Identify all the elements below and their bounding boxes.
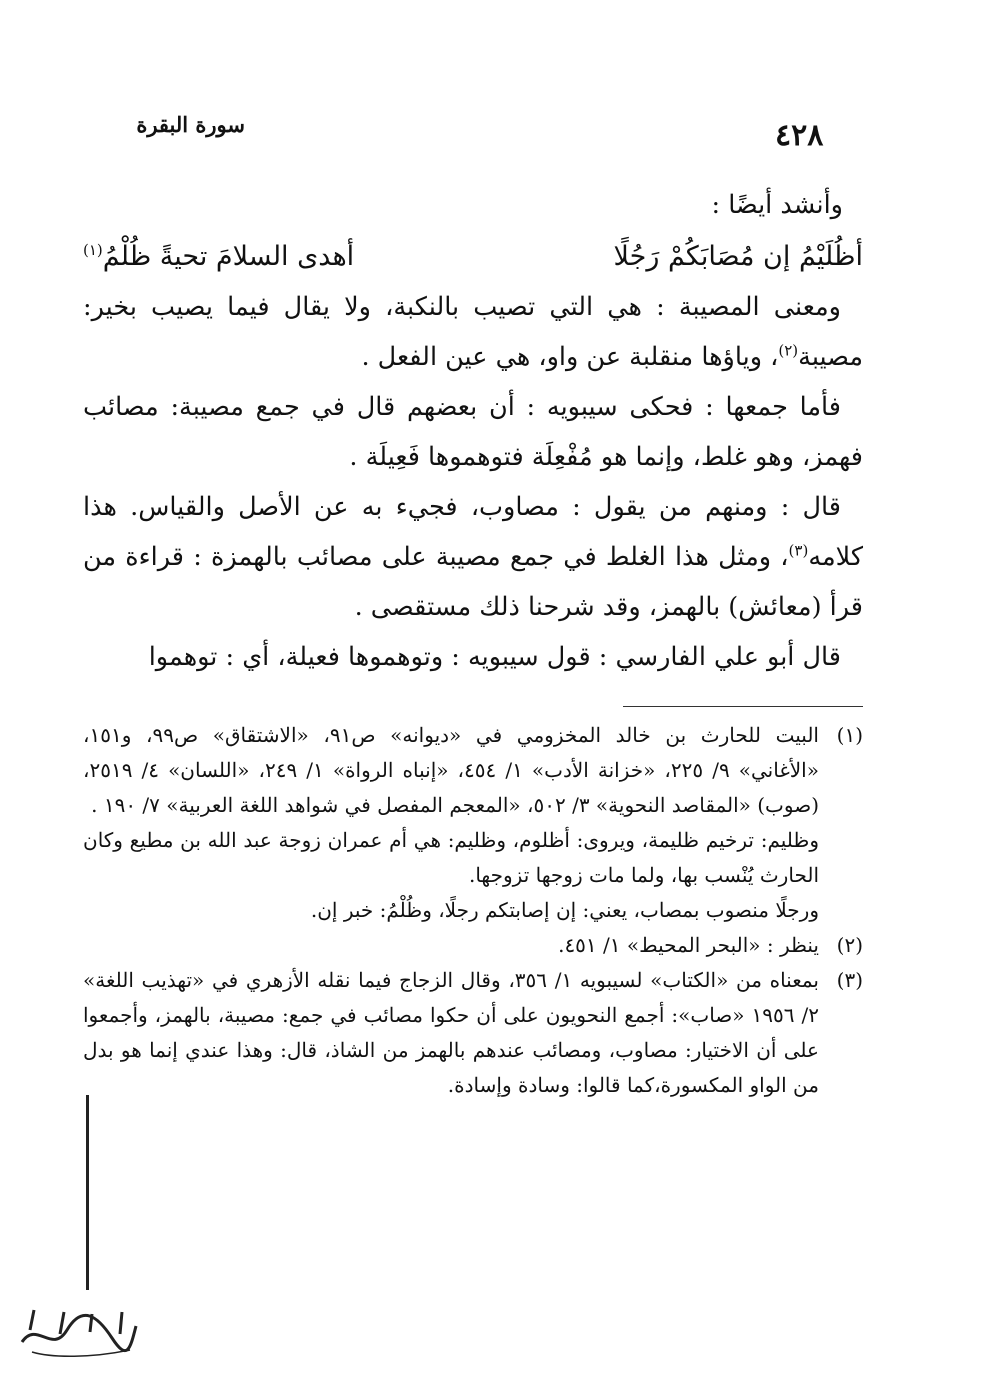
footnote-2-text: ينظر : «البحر المحيط» ١/ ٤٥١. <box>558 933 819 957</box>
footnote-3-number: (٣) <box>836 968 863 992</box>
footnote-3 <box>83 963 863 1103</box>
paragraph-2: فأما جمعها : فحكى سيبويه : أن بعضهم قال في جمع مصيبة: مصائب فهمز، وهو غلط، وإنما هو مُفْعِلَة فتوهموها فَعِيلَة . <box>83 392 863 472</box>
footnotes <box>83 718 863 1103</box>
paragraph-1 <box>83 282 863 382</box>
running-head: سورة البقرة <box>136 112 245 137</box>
paragraph-3-text: قال : ومنهم من يقول : مصاوب، فجيء به عن الأصل والقياس. هذا كلامه <box>83 492 863 572</box>
footnote-1-text: البيت للحارث بن خالد المخزومي في «ديوانه» ص٩١، «الاشتقاق» ص٩٩، و١٥١، «الأغاني» ٩/ ٢٢٥، «خزانة الأدب» ١/ ٤٥٤، «إنباه الرواة» ١/ ٢٤٩، «اللسان» ٤/ ٢٥١٩، (صوب) «المقاصد النحوية» ٣/ ٥٠٢، «المعجم المفصل في شواهد اللغة العربية» ٧/ ١٩٠ . <box>83 723 819 817</box>
verse-second-hemistich: أظُلَيْمُ إن مُصَابَكُمْ رَجُلًا <box>613 241 863 272</box>
page-number: ٤٢٨ <box>775 118 824 153</box>
paragraph-4: قال أبو علي الفارسي : قول سيبويه : وتوهموها فعيلة، أي : توهموا <box>148 642 841 672</box>
footnote-separator <box>623 706 863 707</box>
main-text <box>83 180 863 682</box>
footnote-2 <box>83 928 863 963</box>
footnote-1-note-2: ورجلًا منصوب بمصاب، يعني: إن إصابتكم رجلًا، وظُلْمُ: خبر إن. <box>310 898 819 922</box>
verse-first-hemistich <box>83 232 354 282</box>
verse-intro: وأنشد أيضًا : <box>711 190 843 220</box>
stamp-logo <box>12 1300 142 1360</box>
margin-rule <box>86 1095 89 1290</box>
paragraph-3 <box>83 482 863 632</box>
footnote-3-text: بمعناه من «الكتاب» لسيبويه ١/ ٣٥٦، وقال الزجاج فيما نقله الأزهري في «تهذيب اللغة» ٢/ ١٩٥٦ «صاب»: أجمع النحويون على أن حكوا مصائب في جمع: مصيبة، بالهمز، وأجمعوا على أن الاختيار: مصاوب، ومصائب عندهم بالهمز من الشاذ، قال: وهذا عندي إنما هو بدل من الواو المكسورة،كما قالوا: وسادة وإسادة. <box>83 968 819 1097</box>
footnote-2-number: (٢) <box>836 933 863 957</box>
paragraph-3-text-cont: ، ومثل هذا الغلط في جمع مصيبة على مصائب بالهمزة : قراءة من قرأ (معائش) بالهمز، وقد شرحنا ذلك مستقصى . <box>83 542 863 622</box>
footnote-ref-2: (٢) <box>778 341 799 360</box>
footnote-ref-3: (٣) <box>788 541 809 560</box>
verse-first-hemistich-text: أهدى السلامَ تحيةً ظُلْمُ <box>102 241 355 272</box>
paragraph-1-text-cont: ، وياؤها منقلبة عن واو، هي عين الفعل . <box>361 342 779 372</box>
footnote-1 <box>83 718 863 823</box>
footnote-1-number: (١) <box>836 723 863 747</box>
poetry-verse <box>83 232 863 282</box>
paragraph-1-text: ومعنى المصيبة : هي التي تصيب بالنكبة، ولا يقال فيما يصيب بخير: مصيبة <box>83 292 863 372</box>
footnote-ref-1: (١) <box>83 241 103 259</box>
footnote-1-note-1: وظليم: ترخيم ظليمة، ويروى: أظلوم، وظليم: هي أم عمران زوجة عبد الله بن مطيع وكان الحارث يُنْسب بها، ولما مات زوجها تزوجها. <box>83 828 819 887</box>
